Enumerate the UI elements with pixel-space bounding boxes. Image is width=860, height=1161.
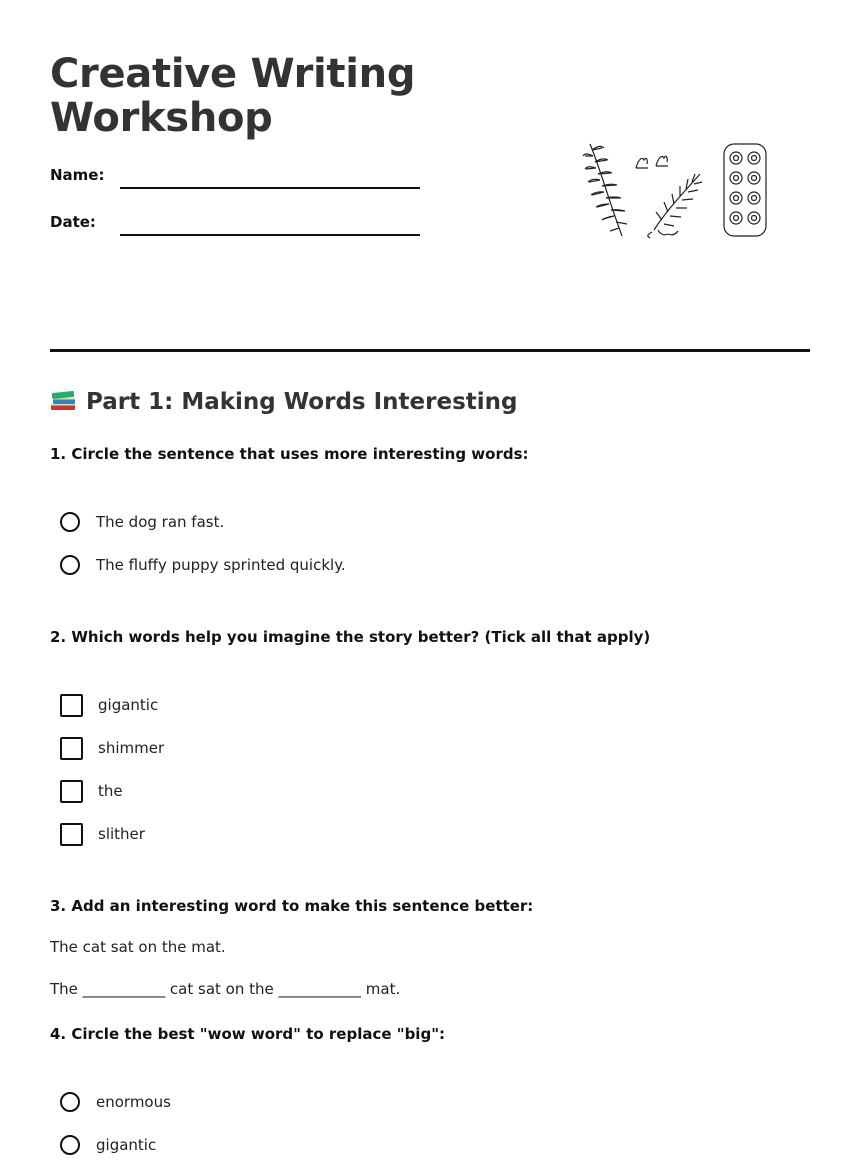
q1-option[interactable] (60, 552, 346, 578)
q2-option[interactable] (60, 735, 164, 761)
q2-option[interactable] (60, 692, 158, 718)
radio-button[interactable] (60, 555, 80, 575)
radio-button[interactable] (60, 512, 80, 532)
q4-option-label: gigantic (96, 1136, 157, 1154)
question-3-prompt: 3. Add an interesting word to make this sentence better: (50, 897, 534, 915)
question-4-prompt: 4. Circle the best "wow word" to replace "big": (50, 1025, 446, 1043)
q1-option-label: The fluffy puppy sprinted quickly. (96, 556, 346, 574)
q4-option[interactable] (60, 1089, 171, 1115)
checkbox[interactable] (60, 823, 83, 846)
question-1-prompt: 1. Circle the sentence that uses more interesting words: (50, 445, 529, 463)
radio-button[interactable] (60, 1135, 80, 1155)
fern-leaves-illustration (578, 138, 774, 242)
section-heading-part1 (50, 388, 517, 415)
name-label: Name: (50, 166, 105, 184)
section-heading-text: Part 1: Making Words Interesting (86, 389, 518, 415)
checkbox[interactable] (60, 780, 83, 803)
q2-option[interactable] (60, 821, 145, 847)
checkbox[interactable] (60, 694, 83, 717)
q2-option[interactable] (60, 778, 123, 804)
date-field[interactable] (120, 234, 420, 236)
name-field[interactable] (120, 187, 420, 189)
q3-sentence: The cat sat on the mat. (50, 938, 226, 956)
q4-option[interactable] (60, 1132, 156, 1158)
radio-button[interactable] (60, 1092, 80, 1112)
page-title: Creative Writing Workshop (50, 51, 416, 141)
q2-option-label: shimmer (98, 739, 165, 757)
q4-option-label: enormous (96, 1093, 171, 1111)
date-label: Date: (50, 213, 96, 231)
books-icon (50, 388, 78, 412)
q3-fill-in-sentence: The ___________ cat sat on the ___________ mat. (50, 980, 401, 998)
question-2-prompt: 2. Which words help you imagine the story better? (Tick all that apply) (50, 628, 651, 646)
q2-option-label: gigantic (98, 696, 159, 714)
q2-option-label: the (98, 782, 123, 800)
q2-option-label: slither (98, 825, 145, 843)
q1-option-label: The dog ran fast. (96, 513, 225, 531)
section-divider (50, 349, 810, 352)
checkbox[interactable] (60, 737, 83, 760)
q1-option[interactable] (60, 509, 224, 535)
